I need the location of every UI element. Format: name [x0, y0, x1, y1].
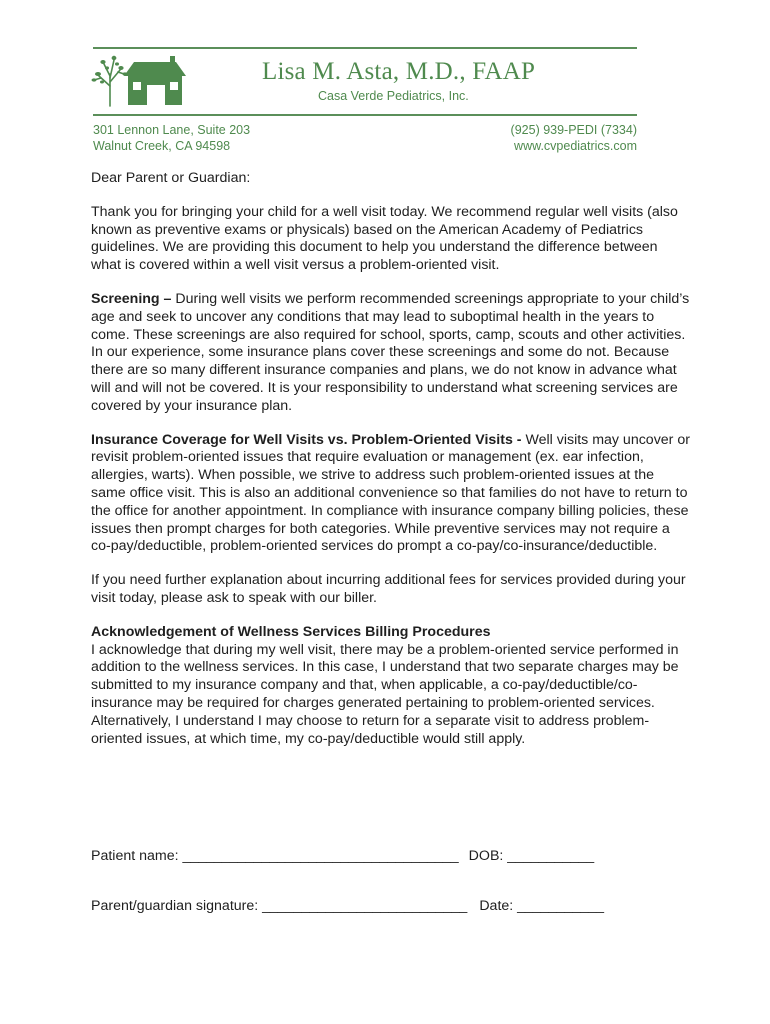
patient-info-row	[91, 848, 594, 864]
screening-paragraph	[91, 291, 691, 416]
practice-contact	[511, 122, 637, 154]
practice-name: Casa Verde Pediatrics, Inc.	[318, 89, 469, 103]
doctor-name: Lisa M. Asta, M.D., FAAP	[262, 58, 536, 85]
header-bottom-rule	[93, 114, 637, 116]
further-explanation-paragraph: If you need further explanation about incurring additional fees for services provided during your visit today, please ask to speak with our biller.	[91, 572, 686, 606]
coverage-text: Well visits may uncover or revisit problem-oriented issues that require evaluation or management (ex. ear infection, allergies, warts). When possible, we strive to address such problem-oriented issues at the same office visit. This is also an additional convenience so that families do not have to return to the office for another appointment. In compliance with insurance company billing policies, these issues then prompt charges for both categories. While preventive services may not require a co-pay/deductible, problem-oriented services do prompt a co-pay/co-insurance/deductible.	[91, 431, 690, 555]
casa-verde-house-logo	[90, 52, 190, 107]
signature-row	[91, 898, 604, 914]
patient-name-field[interactable]: Patient name: ___________________________________	[91, 848, 459, 864]
acknowledgement-text: I acknowledge that during my well visit, there may be a problem-oriented service performed in addition to the wellness services. In this case, I understand that two separate charges may be submitted to my insurance company and that, when applicable, a co-pay/deductible/co-insurance may be required for charges generated pertaining to problem-oriented services. Alternatively, I understand I may choose to return for a separate visit to address problem-oriented issues, at which time, my co-pay/deductible would still apply.	[91, 641, 679, 747]
screening-text: During well visits we perform recommended screenings appropriate to your child’s age and seek to uncover any conditions that may lead to suboptimal health in the years to come. These screenings are also required for school, sports, camp, scouts and other activities. In our experience, some insurance plans cover these screenings and some do not. Because there are so many different insurance companies and plans, we do not know in advance what will and will not be covered. It is your responsibility to understand what screening services are covered by your insurance plan.	[91, 290, 690, 414]
address-line-2: Walnut Creek, CA 94598	[93, 139, 231, 153]
website-link[interactable]: www.cvpediatrics.com	[514, 139, 637, 153]
intro-paragraph: Thank you for bringing your child for a well visit today. We recommend regular well visits (also known as preventive exams or physicals) based on the American Academy of Pediatrics guidelines. We are providing this document to help you understand the difference between what is covered within a well visit versus a problem-oriented visit.	[91, 203, 678, 274]
phone-number: (925) 939-PEDI (7334)	[510, 123, 637, 137]
acknowledgement-heading: Acknowledgement of Wellness Services Billing Procedures	[91, 623, 491, 640]
header-top-rule	[93, 47, 637, 49]
address-line-1: 301 Lennon Lane, Suite 203	[93, 123, 251, 137]
dob-field[interactable]: DOB: ___________	[468, 848, 595, 864]
letter-body	[91, 170, 691, 764]
coverage-heading: Insurance Coverage for Well Visits vs. Problem-Oriented Visits -	[91, 431, 526, 448]
coverage-paragraph	[91, 432, 691, 557]
signature-field[interactable]: Parent/guardian signature: __________________________	[91, 898, 468, 914]
practice-address	[93, 122, 250, 154]
salutation: Dear Parent or Guardian:	[91, 170, 251, 186]
date-field[interactable]: Date: ___________	[479, 898, 604, 914]
screening-heading: Screening –	[91, 290, 176, 307]
acknowledgement-paragraph	[91, 624, 691, 749]
